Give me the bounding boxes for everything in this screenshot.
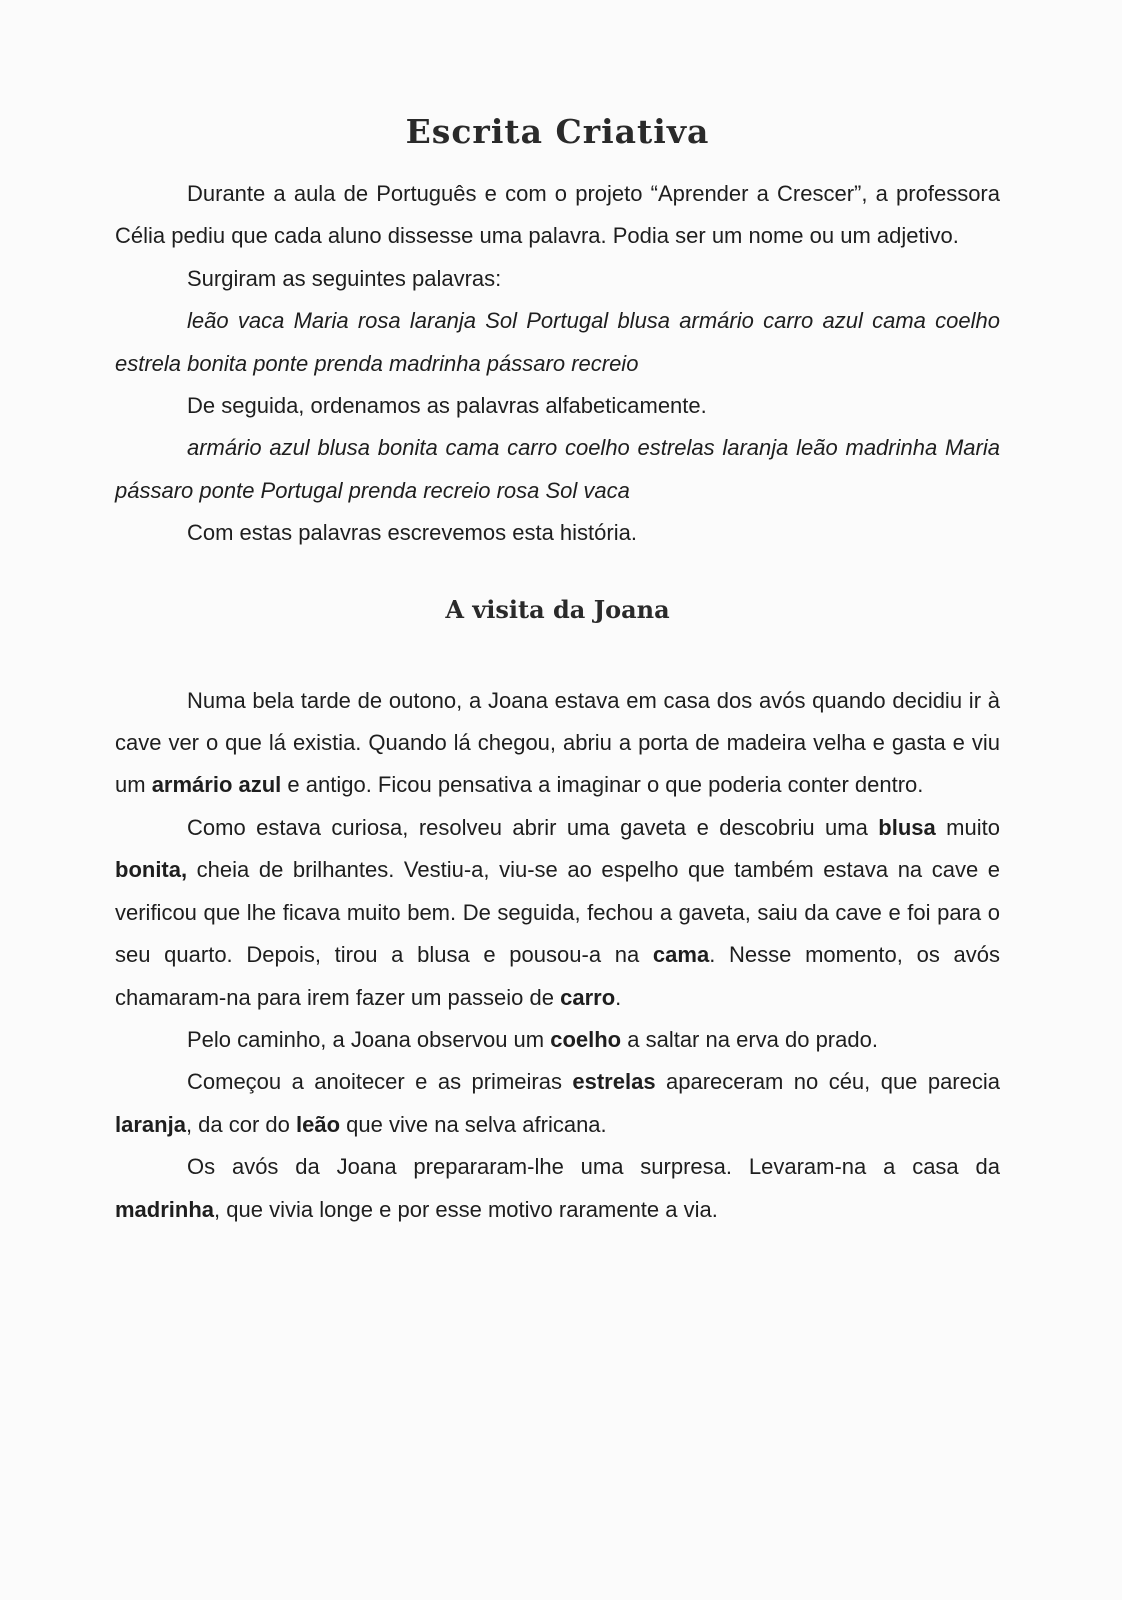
highlighted-word: madrinha [115,1196,215,1222]
text: , da cor do [185,1111,297,1137]
text: Numa bela tarde de outono, a Joana estava em casa dos avós quando decidiu ir à cave ver o que lá existia. Quando lá chegou, abriu a porta de madeira velha e gasta e viu um [115,687,1000,798]
page-title: Escrita Criativa [405,112,710,151]
highlighted-word: carro [560,984,616,1010]
text: cheia de brilhantes. Vestiu-a, viu-se ao espelho que também estava na cave e verificou que lhe ficava muito bem. De seguida, fechou a gaveta, saiu da cave e foi para o seu quarto. Depois, tirou a blusa e pousou-a na [115,857,1000,968]
story-paragraph-2 [115,807,1000,1019]
text: Começou a anoitecer e as primeiras [187,1069,573,1095]
words-intro: Surgiram as seguintes palavras: [187,265,502,291]
text: a saltar na erva do prado. [621,1026,878,1052]
highlighted-word: laranja [115,1111,186,1137]
text: e antigo. Ficou pensativa a imaginar o que poderia conter dentro. [281,772,924,798]
text: , que vivia longe e por esse motivo raramente a via. [214,1196,718,1222]
highlighted-word: bonita, [115,857,188,883]
story-paragraph-4 [115,1061,1000,1146]
closing-intro: Com estas palavras escrevemos esta história. [187,520,637,546]
text: Pelo caminho, a Joana observou um [187,1026,551,1052]
text: . [615,984,622,1010]
story-title: A visita da Joana [445,594,670,624]
sorted-intro: De seguida, ordenamos as palavras alfabeticamente. [187,393,707,419]
highlighted-word: leão [296,1111,341,1137]
text: . Nesse momento, os avós chamaram-na para irem fazer um passeio de [115,942,1000,1010]
story-paragraph-1 [115,680,1000,807]
text: muito [935,814,1000,840]
intro-paragraph: Durante a aula de Português e com o projeto “Aprender a Crescer”, a professora Célia pediu que cada aluno dissesse uma palavra. Podia ser um nome ou um adjetivo. [115,181,1000,249]
highlighted-word: cama [652,942,710,968]
highlighted-word: coelho [550,1026,622,1052]
text: apareceram no céu, que parecia [655,1069,1000,1095]
highlighted-word: blusa [878,814,936,840]
text: Os avós da Joana prepararam-lhe uma surpresa. Levaram-na a casa da [187,1154,1000,1180]
highlighted-word: armário azul [151,772,282,798]
words-list-original: leão vaca Maria rosa laranja Sol Portugal blusa armário carro azul cama coelho estrela bonita ponte prenda madrinha pássaro recreio [115,308,1000,376]
words-list-sorted: armário azul blusa bonita cama carro coelho estrelas laranja leão madrinha Maria pássaro ponte Portugal prenda recreio rosa Sol vaca [115,435,1000,503]
story-paragraph-5 [115,1146,1000,1231]
text: que vive na selva africana. [340,1111,607,1137]
highlighted-word: estrelas [572,1069,656,1095]
text: Como estava curiosa, resolveu abrir uma gaveta e descobriu uma [187,814,879,840]
story-paragraph-3 [115,1019,1000,1061]
